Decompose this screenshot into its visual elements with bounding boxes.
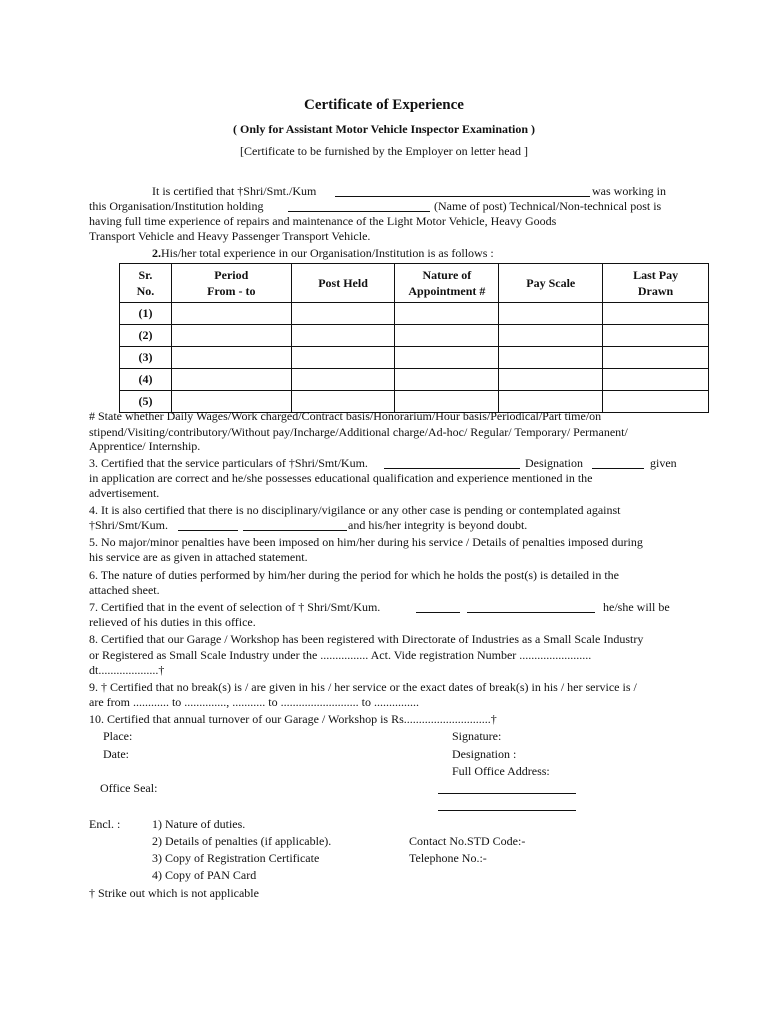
table-cell[interactable] xyxy=(291,325,395,347)
post-blank xyxy=(288,211,430,212)
item3-start: 3. Certified that the service particulars of †Shri/Smt/Kum. xyxy=(89,456,368,470)
page-subtitle: ( Only for Assistant Motor Vehicle Inspector Examination ) xyxy=(232,122,535,136)
item3-line3: advertisement. xyxy=(89,486,160,500)
table-row xyxy=(120,303,709,325)
item5-line2: his service are as given in attached statement. xyxy=(89,550,308,564)
header-last-pay: Last Pay Drawn xyxy=(603,264,709,303)
table-cell[interactable] xyxy=(499,325,603,347)
para1-line4: Transport Vehicle and Heavy Passenger Transport Vehicle. xyxy=(89,229,371,243)
table-cell[interactable] xyxy=(499,369,603,391)
para2-num: 2. xyxy=(152,246,161,260)
item8-line1: 8. Certified that our Garage / Workshop has been registered with Directorate of Industries as a Small Scale Industry xyxy=(89,632,644,646)
item9-line2: are from ............ to .............., ........... to .......................... to ............... xyxy=(89,695,419,709)
encl-label: Encl. : xyxy=(89,817,121,831)
table-cell[interactable] xyxy=(291,303,395,325)
hash-note-line2: stipend/Visiting/contributory/Without pay/Incharge/Additional charge/Ad-hoc/ Regular/ Temporary/ Permanent/ xyxy=(89,424,628,439)
para2 xyxy=(152,246,494,261)
item7-blank-2 xyxy=(467,612,595,613)
table-cell[interactable] xyxy=(291,369,395,391)
encl-item-2: 2) Details of penalties (if applicable). xyxy=(152,834,332,848)
table-cell[interactable] xyxy=(395,325,499,347)
experience-table xyxy=(119,263,709,413)
item4-line1: 4. It is also certified that there is no disciplinary/vigilance or any other case is pending or contemplated against xyxy=(89,503,621,517)
item4-blank-2 xyxy=(243,530,347,531)
para1-line2-end: (Name of post) Technical/Non-technical post is xyxy=(434,199,662,213)
strike-note: † Strike out which is not applicable xyxy=(89,886,259,900)
item9-line1: 9. † Certified that no break(s) is / are given in his / her service or the exact dates of break(s) in his / her service is / xyxy=(89,680,637,694)
table-cell[interactable] xyxy=(395,303,499,325)
header-period: Period From - to xyxy=(171,264,291,303)
name-blank xyxy=(335,196,590,197)
item3-given: given xyxy=(650,456,677,470)
table-header-row xyxy=(120,264,709,303)
table-cell[interactable] xyxy=(499,347,603,369)
hash-note-line3: Apprentice/ Internship. xyxy=(89,439,201,453)
table-cell[interactable] xyxy=(395,369,499,391)
address-line-1 xyxy=(438,793,576,794)
item8-line2: or Registered as Small Scale Industry under the ................ Act. Vide registration Number ........................ xyxy=(89,647,592,662)
telephone-label: Telephone No.:- xyxy=(409,851,487,865)
item10: 10. Certified that annual turnover of our Garage / Workshop is Rs.............................† xyxy=(89,712,497,726)
table-cell[interactable] xyxy=(291,347,395,369)
item3-designation: Designation xyxy=(525,456,583,470)
item8 xyxy=(89,632,679,663)
hash-note xyxy=(89,409,679,440)
item4-line2-end: and his/her integrity is beyond doubt. xyxy=(348,518,528,532)
row-number: (3) xyxy=(120,347,172,369)
para1-line1-start: It is certified that †Shri/Smt./Kum xyxy=(152,184,317,198)
encl-item-1: 1) Nature of duties. xyxy=(152,817,246,831)
encl-item-3: 3) Copy of Registration Certificate xyxy=(152,851,320,865)
item6-line1: 6. The nature of duties performed by him/her during the period for which he holds the post(s) is detailed in the xyxy=(89,568,619,582)
item8-line3: dt....................† xyxy=(89,663,165,677)
para1-line2-start: this Organisation/Institution holding xyxy=(89,199,264,213)
hash-note-line1: # State whether Daily Wages/Work charged/Contract basis/Honorarium/Hour basis/Periodical/Part time/on xyxy=(89,409,602,423)
row-number: (4) xyxy=(120,369,172,391)
place-label: Place: xyxy=(103,729,133,743)
table-cell[interactable] xyxy=(171,347,291,369)
item3-line2: in application are correct and he/she possesses educational qualification and experience mentioned in the xyxy=(89,471,593,485)
full-address-label: Full Office Address: xyxy=(452,764,550,778)
table-cell[interactable] xyxy=(603,369,709,391)
para1-line1-end: was working in xyxy=(592,184,666,198)
office-seal-label: Office Seal: xyxy=(100,781,158,795)
page-title: Certificate of Experience xyxy=(304,97,464,113)
table-cell[interactable] xyxy=(499,303,603,325)
item7-line2: relieved of his duties in this office. xyxy=(89,615,256,629)
item7-blank-1 xyxy=(416,612,460,613)
table-cell[interactable] xyxy=(603,303,709,325)
item3-name-blank xyxy=(384,468,520,469)
item7-start: 7. Certified that in the event of selection of † Shri/Smt/Kum. xyxy=(89,600,381,614)
table-cell[interactable] xyxy=(395,347,499,369)
table-cell[interactable] xyxy=(603,347,709,369)
table-cell[interactable] xyxy=(171,325,291,347)
item4-blank-1 xyxy=(178,530,238,531)
para2-text: His/her total experience in our Organisation/Institution is as follows : xyxy=(161,246,494,260)
table-cell[interactable] xyxy=(171,369,291,391)
item5 xyxy=(89,535,679,551)
item4-name-label: †Shri/Smt/Kum. xyxy=(89,518,169,532)
item7-end: he/she will be xyxy=(603,600,670,614)
para1-line3: having full time experience of repairs and maintenance of the Light Motor Vehicle, Heavy Goods xyxy=(89,214,557,228)
row-number: (5) xyxy=(120,391,172,413)
date-label: Date: xyxy=(103,747,129,761)
item5-line1: 5. No major/minor penalties have been imposed on him/her during his service / Details of penalties imposed during xyxy=(89,535,643,549)
signature-label: Signature: xyxy=(452,729,502,743)
table-row xyxy=(120,369,709,391)
contact-label: Contact No.STD Code:- xyxy=(409,834,526,848)
header-post-held: Post Held xyxy=(291,264,395,303)
letterhead-note: [Certificate to be furnished by the Employer on letter head ] xyxy=(240,144,528,158)
table-row xyxy=(120,325,709,347)
address-line-2 xyxy=(438,810,576,811)
header-sr-no: Sr. No. xyxy=(120,264,172,303)
designation-label: Designation : xyxy=(452,747,517,761)
table-cell[interactable] xyxy=(603,325,709,347)
row-number: (2) xyxy=(120,325,172,347)
header-pay-scale: Pay Scale xyxy=(499,264,603,303)
encl-item-4: 4) Copy of PAN Card xyxy=(152,868,257,882)
table-cell[interactable] xyxy=(171,303,291,325)
header-nature-appointment: Nature of Appointment # xyxy=(395,264,499,303)
item3-designation-blank xyxy=(592,468,644,469)
table-row xyxy=(120,347,709,369)
item6-line2: attached sheet. xyxy=(89,583,160,597)
row-number: (1) xyxy=(120,303,172,325)
